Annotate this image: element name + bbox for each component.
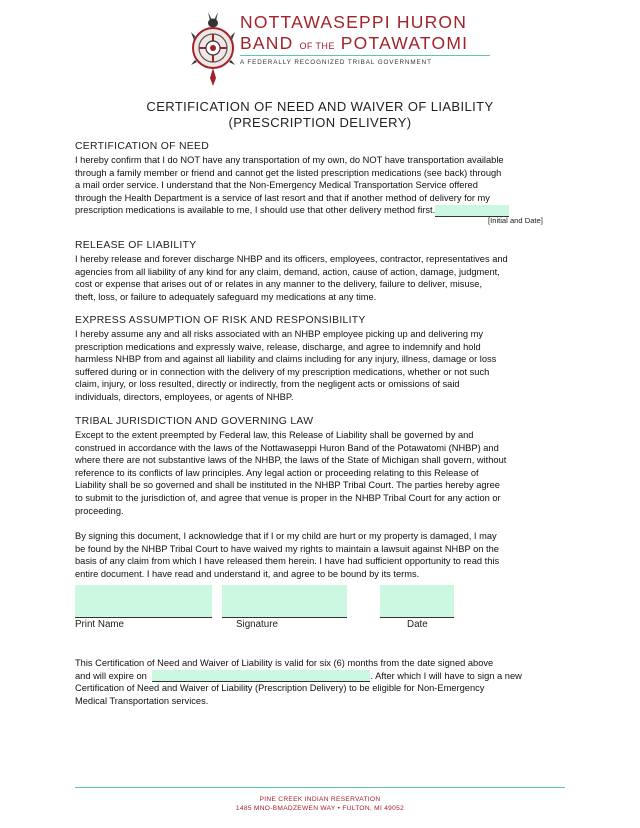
paragraph-line: I hereby release and forever discharge NHBP and its officers, employees, contractor, representatives and — [75, 254, 508, 264]
paragraph-line: theft, loss, or failure to adequately safeguard my medications at any time. — [75, 291, 377, 302]
paragraph-line: I hereby assume any and all risks associated with an NHBP employee picking up and delivering my — [75, 329, 484, 339]
section-heading-release: RELEASE OF LIABILITY — [75, 240, 197, 251]
footer-reservation: PINE CREEK INDIAN RESERVATION — [259, 796, 381, 803]
expiration-date-field[interactable] — [152, 670, 370, 682]
release-paragraph — [75, 253, 565, 303]
after-expiry-text: . After which I will have to sign a new — [370, 670, 522, 681]
paragraph-line: be found by the NHBP Tribal Court to have waived my rights to maintain a lawsuit against NHBP on the — [75, 543, 499, 554]
paragraph-line: Liability shall be so governed and shall be instituted in the NHBP Tribal Court. The parties hereby agree — [75, 480, 500, 491]
paragraph-line: through a family member or friend and cannot get the listed prescription medications (see back) through — [75, 167, 502, 178]
paragraph-line: Except to the extent preempted by Federal law, this Release of Liability shall be governed by and — [75, 430, 474, 440]
paragraph-line: harmless NHBP from and against all liability and claims including for any injury, illness, damage or loss — [75, 354, 497, 365]
initial-and-date-note: [Initial and Date] — [488, 216, 543, 225]
paragraph-line: Medical Transportation services. — [75, 695, 209, 706]
signature-field[interactable] — [222, 585, 347, 618]
document-subtitle: (PRESCRIPTION DELIVERY) — [228, 115, 412, 130]
paragraph-line: Certification of Need and Waiver of Liability (Prescription Delivery) to be eligible for Non-Emergency — [75, 683, 485, 694]
org-name-of-the: OF THE — [299, 41, 335, 51]
org-name-band: BAND — [240, 33, 294, 53]
section-heading-risk: EXPRESS ASSUMPTION OF RISK AND RESPONSIBILITY — [75, 315, 366, 326]
date-label: Date — [407, 619, 428, 630]
paragraph-line-with-expiry — [75, 670, 565, 683]
acknowledgement-paragraph — [75, 530, 565, 580]
paragraph-line: cost or expense that arises out of or relates in any manner to the delivery, failure to deliver, misuse, — [75, 279, 483, 290]
paragraph-line: where there are not substantive laws of the NHBP, the laws of the State of Michigan shall govern, without — [75, 455, 507, 466]
paragraph-line: a mail order service. I understand that the Non-Emergency Medical Transportation Service offered — [75, 180, 478, 191]
org-name-line1: NOTTAWASEPPI HURON — [240, 12, 468, 32]
org-name-line2 — [240, 33, 468, 54]
paragraph-line: agencies from all liability of any kind for any claim, demand, action, cause of action, damage, judgment, — [75, 266, 500, 277]
paragraph-line: By signing this document, I acknowledge that if I or my child are hurt or my property is damaged, I may — [75, 531, 497, 541]
expire-on-text: and will expire on — [75, 670, 147, 681]
paragraph-line: prescription medications and expressly waive, release, discharge, and agree to indemnify and hold — [75, 341, 481, 352]
print-name-field[interactable] — [75, 585, 212, 618]
footer-address: 1485 MNO-BMADZEWEN WAY • FULTON, MI 49052 — [235, 805, 405, 812]
print-name-label: Print Name — [75, 619, 124, 630]
paragraph-line: individuals, directors, employees, or agents of NHBP. — [75, 391, 294, 402]
document-title: CERTIFICATION OF NEED AND WAIVER OF LIABILITY — [146, 99, 494, 114]
paragraph-line: basis of any claim from which I have released them herein. I have had sufficient opportunity to read this — [75, 556, 500, 567]
paragraph-line: through the Health Department is a service of last resort and that if another method of delivery for my — [75, 192, 490, 203]
risk-paragraph — [75, 328, 565, 404]
paragraph-line: claim, injury, or loss resulted, directly or indirectly, from the negligent acts or omissions of said — [75, 379, 460, 390]
jurisdiction-paragraph — [75, 429, 565, 517]
tribal-seal-logo — [188, 10, 240, 88]
letterhead-divider — [240, 55, 490, 56]
org-name-potawatomi: POTAWATOMI — [340, 33, 469, 53]
section-heading-certification: CERTIFICATION OF NEED — [75, 141, 210, 152]
paragraph-line: I hereby confirm that I do NOT have any transportation of my own, do NOT have transportation available — [75, 155, 504, 165]
certification-paragraph — [75, 154, 565, 217]
section-heading-jurisdiction: TRIBAL JURISDICTION AND GOVERNING LAW — [75, 416, 314, 427]
paragraph-line: construed in accordance with the laws of the Nottawaseppi Huron Band of the Potawatomi (NHBP) and — [75, 442, 499, 453]
paragraph-line: entire document. I have read and understand it, and agree to be bound by its terms. — [75, 568, 420, 579]
paragraph-line: proceeding. — [75, 505, 124, 516]
letterhead — [188, 10, 488, 88]
paragraph-line: reference to its conflicts of law principles. Any legal action or proceeding relating to this Release of — [75, 467, 479, 478]
paragraph-line: This Certification of Need and Waiver of Liability is valid for six (6) months from the date signed above — [75, 658, 494, 668]
validity-paragraph — [75, 657, 565, 707]
paragraph-line: prescription medications is available to me, I should use that other delivery method first. — [75, 205, 436, 216]
paragraph-line: suffered during or in connection with the delivery of my prescription medications, whether or not such — [75, 366, 490, 377]
date-field[interactable] — [380, 585, 454, 618]
footer-divider — [75, 787, 565, 788]
org-tagline: A FEDERALLY RECOGNIZED TRIBAL GOVERNMENT — [240, 59, 432, 66]
signature-label: Signature — [236, 619, 278, 630]
paragraph-line: to submit to the jurisdiction of, and agree that venue is proper in the NHBP Tribal Court for any action or — [75, 492, 501, 503]
